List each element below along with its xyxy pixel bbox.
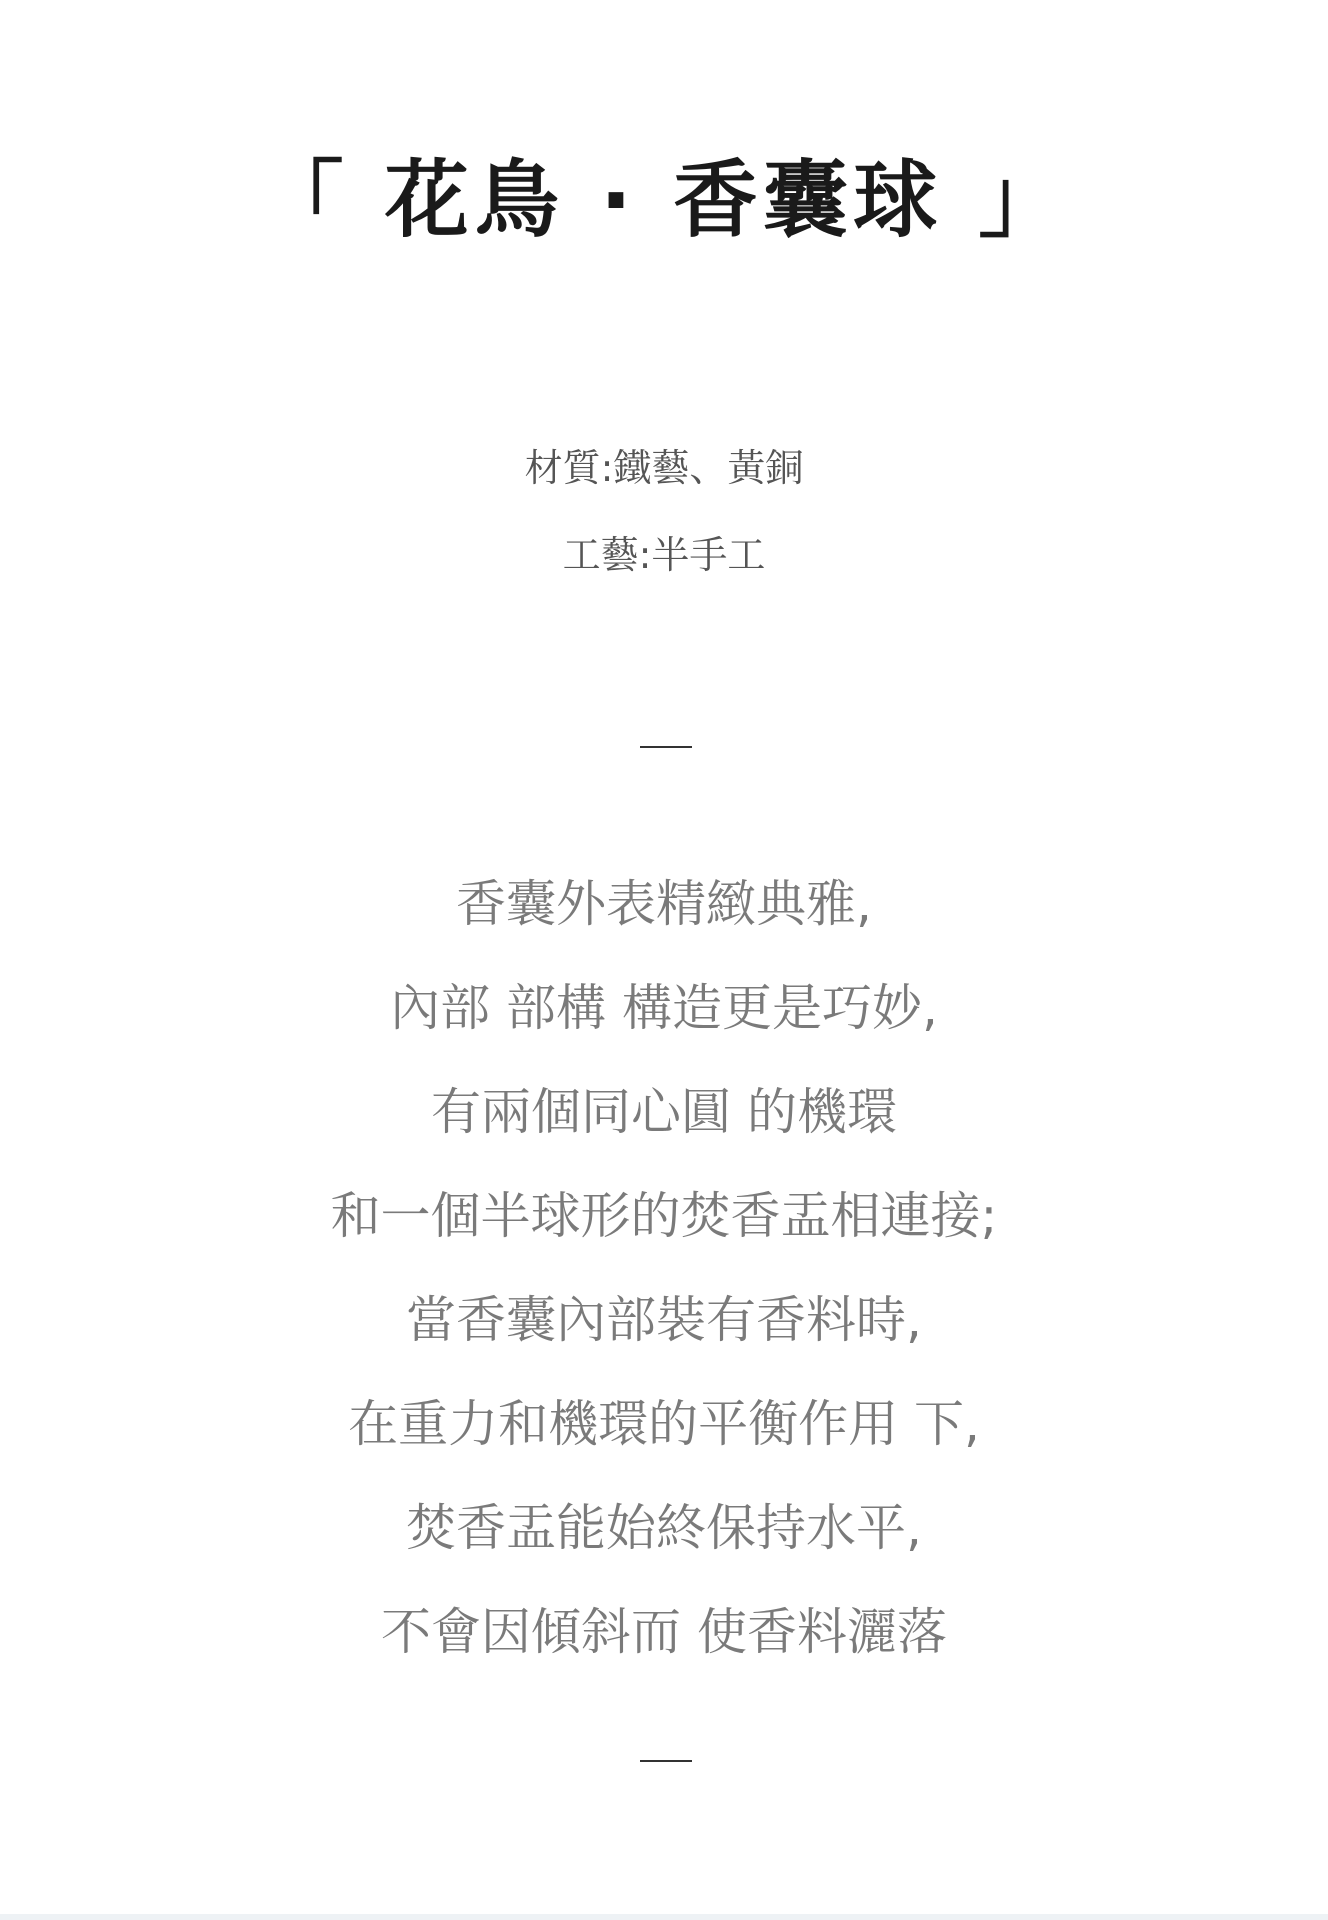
bottom-strip	[0, 1914, 1328, 1920]
poem-line-7: 焚香盂能始終保持水平,	[406, 1499, 922, 1557]
material-spec: 材質:鐵藝、黃銅	[524, 446, 804, 490]
poem-line-2: 內部 部構 構造更是巧妙,	[390, 979, 938, 1037]
page-title: 「 花鳥 · 香囊球 」	[259, 151, 1069, 249]
divider-bottom	[640, 1760, 692, 1762]
poem-line-8: 不會因傾斜而 使香料灑落	[381, 1603, 947, 1661]
poem-line-1: 香囊外表精緻典雅,	[456, 875, 872, 933]
poem-line-6: 在重力和機環的平衡作用 下,	[348, 1395, 980, 1453]
craft-spec: 工藝:半手工	[562, 533, 766, 577]
divider-top	[640, 746, 692, 748]
poem-line-4: 和一個半球形的焚香盂相連接;	[330, 1187, 998, 1245]
poem-line-5: 當香囊內部裝有香料時,	[406, 1291, 922, 1349]
poem-line-3: 有兩個同心圓 的機環	[431, 1083, 897, 1141]
poem-text	[0, 868, 1328, 1700]
